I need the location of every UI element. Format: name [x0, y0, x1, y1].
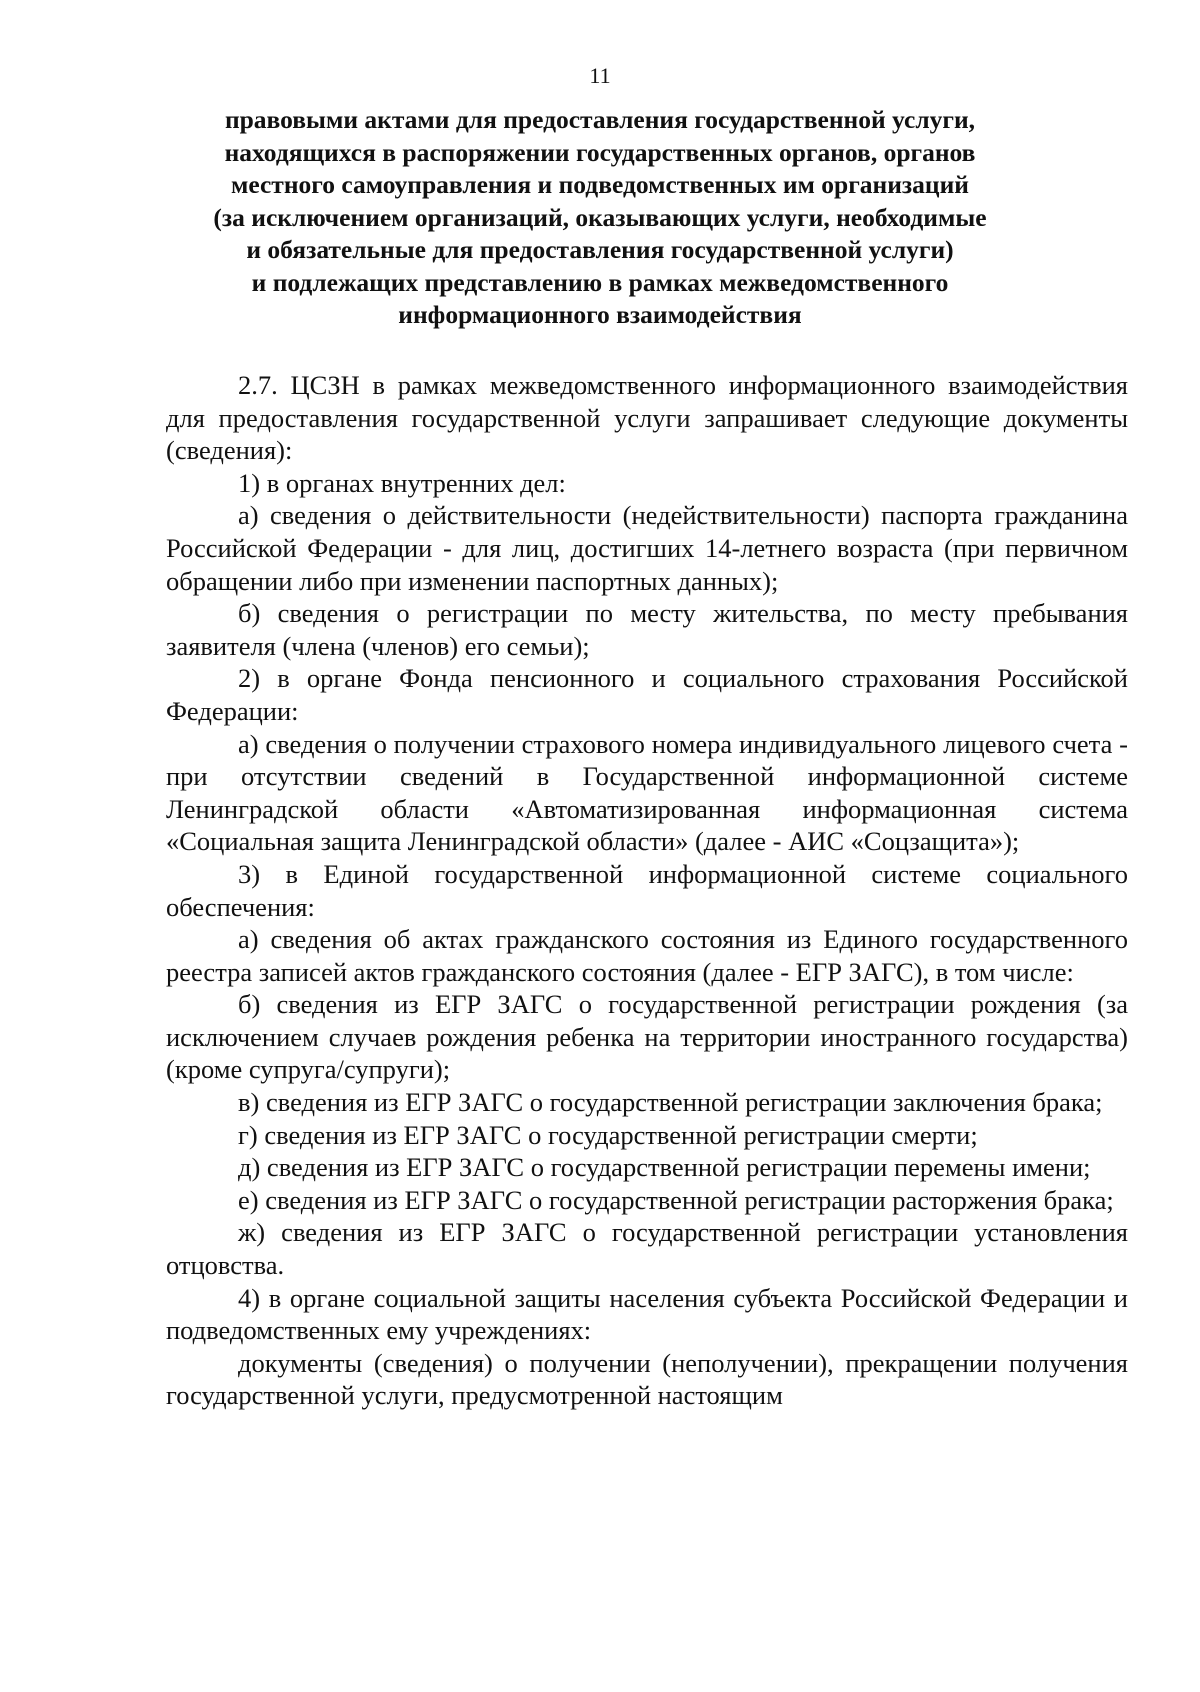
paragraph-item-3zh: ж) сведения из ЕГР ЗАГС о государственной регистрации установления отцовства. — [166, 1217, 1128, 1281]
section-heading — [150, 104, 1050, 332]
heading-line: и подлежащих представлению в рамках межведомственного — [251, 267, 949, 297]
paragraph-item-3a: а) сведения об актах гражданского состояния из Единого государственного реестра записей актов гражданского состояния (далее - ЕГР ЗАГС), в том числе: — [166, 924, 1128, 987]
body-text — [166, 369, 1128, 1412]
paragraph-2-7: 2.7. ЦСЗН в рамках межведомственного информационного взаимодействия для предоставления государственной услуги запрашивает следующие документы (сведения): — [166, 370, 1128, 466]
paragraph-item-1: 1) в органах внутренних дел: — [238, 467, 566, 498]
heading-line: местного самоуправления и подведомственных им организаций — [230, 170, 969, 199]
paragraph-item-4: 4) в органе социальной защиты населения субъекта Российской Федерации и подведомственных ему учреждениях: — [166, 1282, 1128, 1346]
paragraph-item-3v: в) сведения из ЕГР ЗАГС о государственной регистрации заключения брака; — [238, 1087, 1103, 1118]
paragraph-item-2a: а) сведения о получении страхового номера индивидуального лицевого счета - при отсутствии сведений в Государственной информационной системе Ленинградской области «Автоматизированная информационная система «Социальная защита Ленинградской области» (далее - АИС «Соцзащита»); — [166, 728, 1128, 857]
heading-line: находящихся в распоряжении государственных органов, органов — [224, 137, 976, 167]
paragraph-item-3d: д) сведения из ЕГР ЗАГС о государственной регистрации перемены имени; — [238, 1152, 1091, 1183]
paragraph-item-3e: е) сведения из ЕГР ЗАГС о государственной регистрации расторжения брака; — [238, 1184, 1114, 1215]
paragraph-item-3b: б) сведения из ЕГР ЗАГС о государственной регистрации рождения (за исключением случаев рождения ребенка на территории иностранного государства) (кроме супруга/супруги); — [166, 989, 1128, 1085]
paragraph-item-1a: а) сведения о действительности (недействительности) паспорта гражданина Российской Федерации - для лиц, достигших 14-летнего возраста (при первичном обращении либо при изменении паспортных данных); — [166, 500, 1128, 596]
paragraph-item-3g: г) сведения из ЕГР ЗАГС о государственной регистрации смерти; — [238, 1119, 978, 1150]
paragraph-item-4-docs: документы (сведения) о получении (неполучении), прекращении получения государственной услуги, предусмотренной настоящим — [166, 1347, 1128, 1411]
heading-line: информационного взаимодействия — [398, 300, 802, 329]
heading-line: правовыми актами для предоставления государственной услуги, — [224, 105, 976, 134]
paragraph-item-3: 3) в Единой государственной информационной системе социального обеспечения: — [166, 858, 1128, 922]
heading-line: (за исключением организаций, оказывающих услуги, необходимые — [213, 202, 987, 232]
page-number: 11 — [589, 63, 611, 88]
paragraph-item-1b: б) сведения о регистрации по месту жительства, по месту пребывания заявителя (члена (членов) его семьи); — [166, 598, 1128, 661]
heading-line: и обязательные для предоставления государственной услуги) — [246, 235, 954, 264]
paragraph-item-2: 2) в органе Фонда пенсионного и социального страхования Российской Федерации: — [166, 663, 1128, 726]
